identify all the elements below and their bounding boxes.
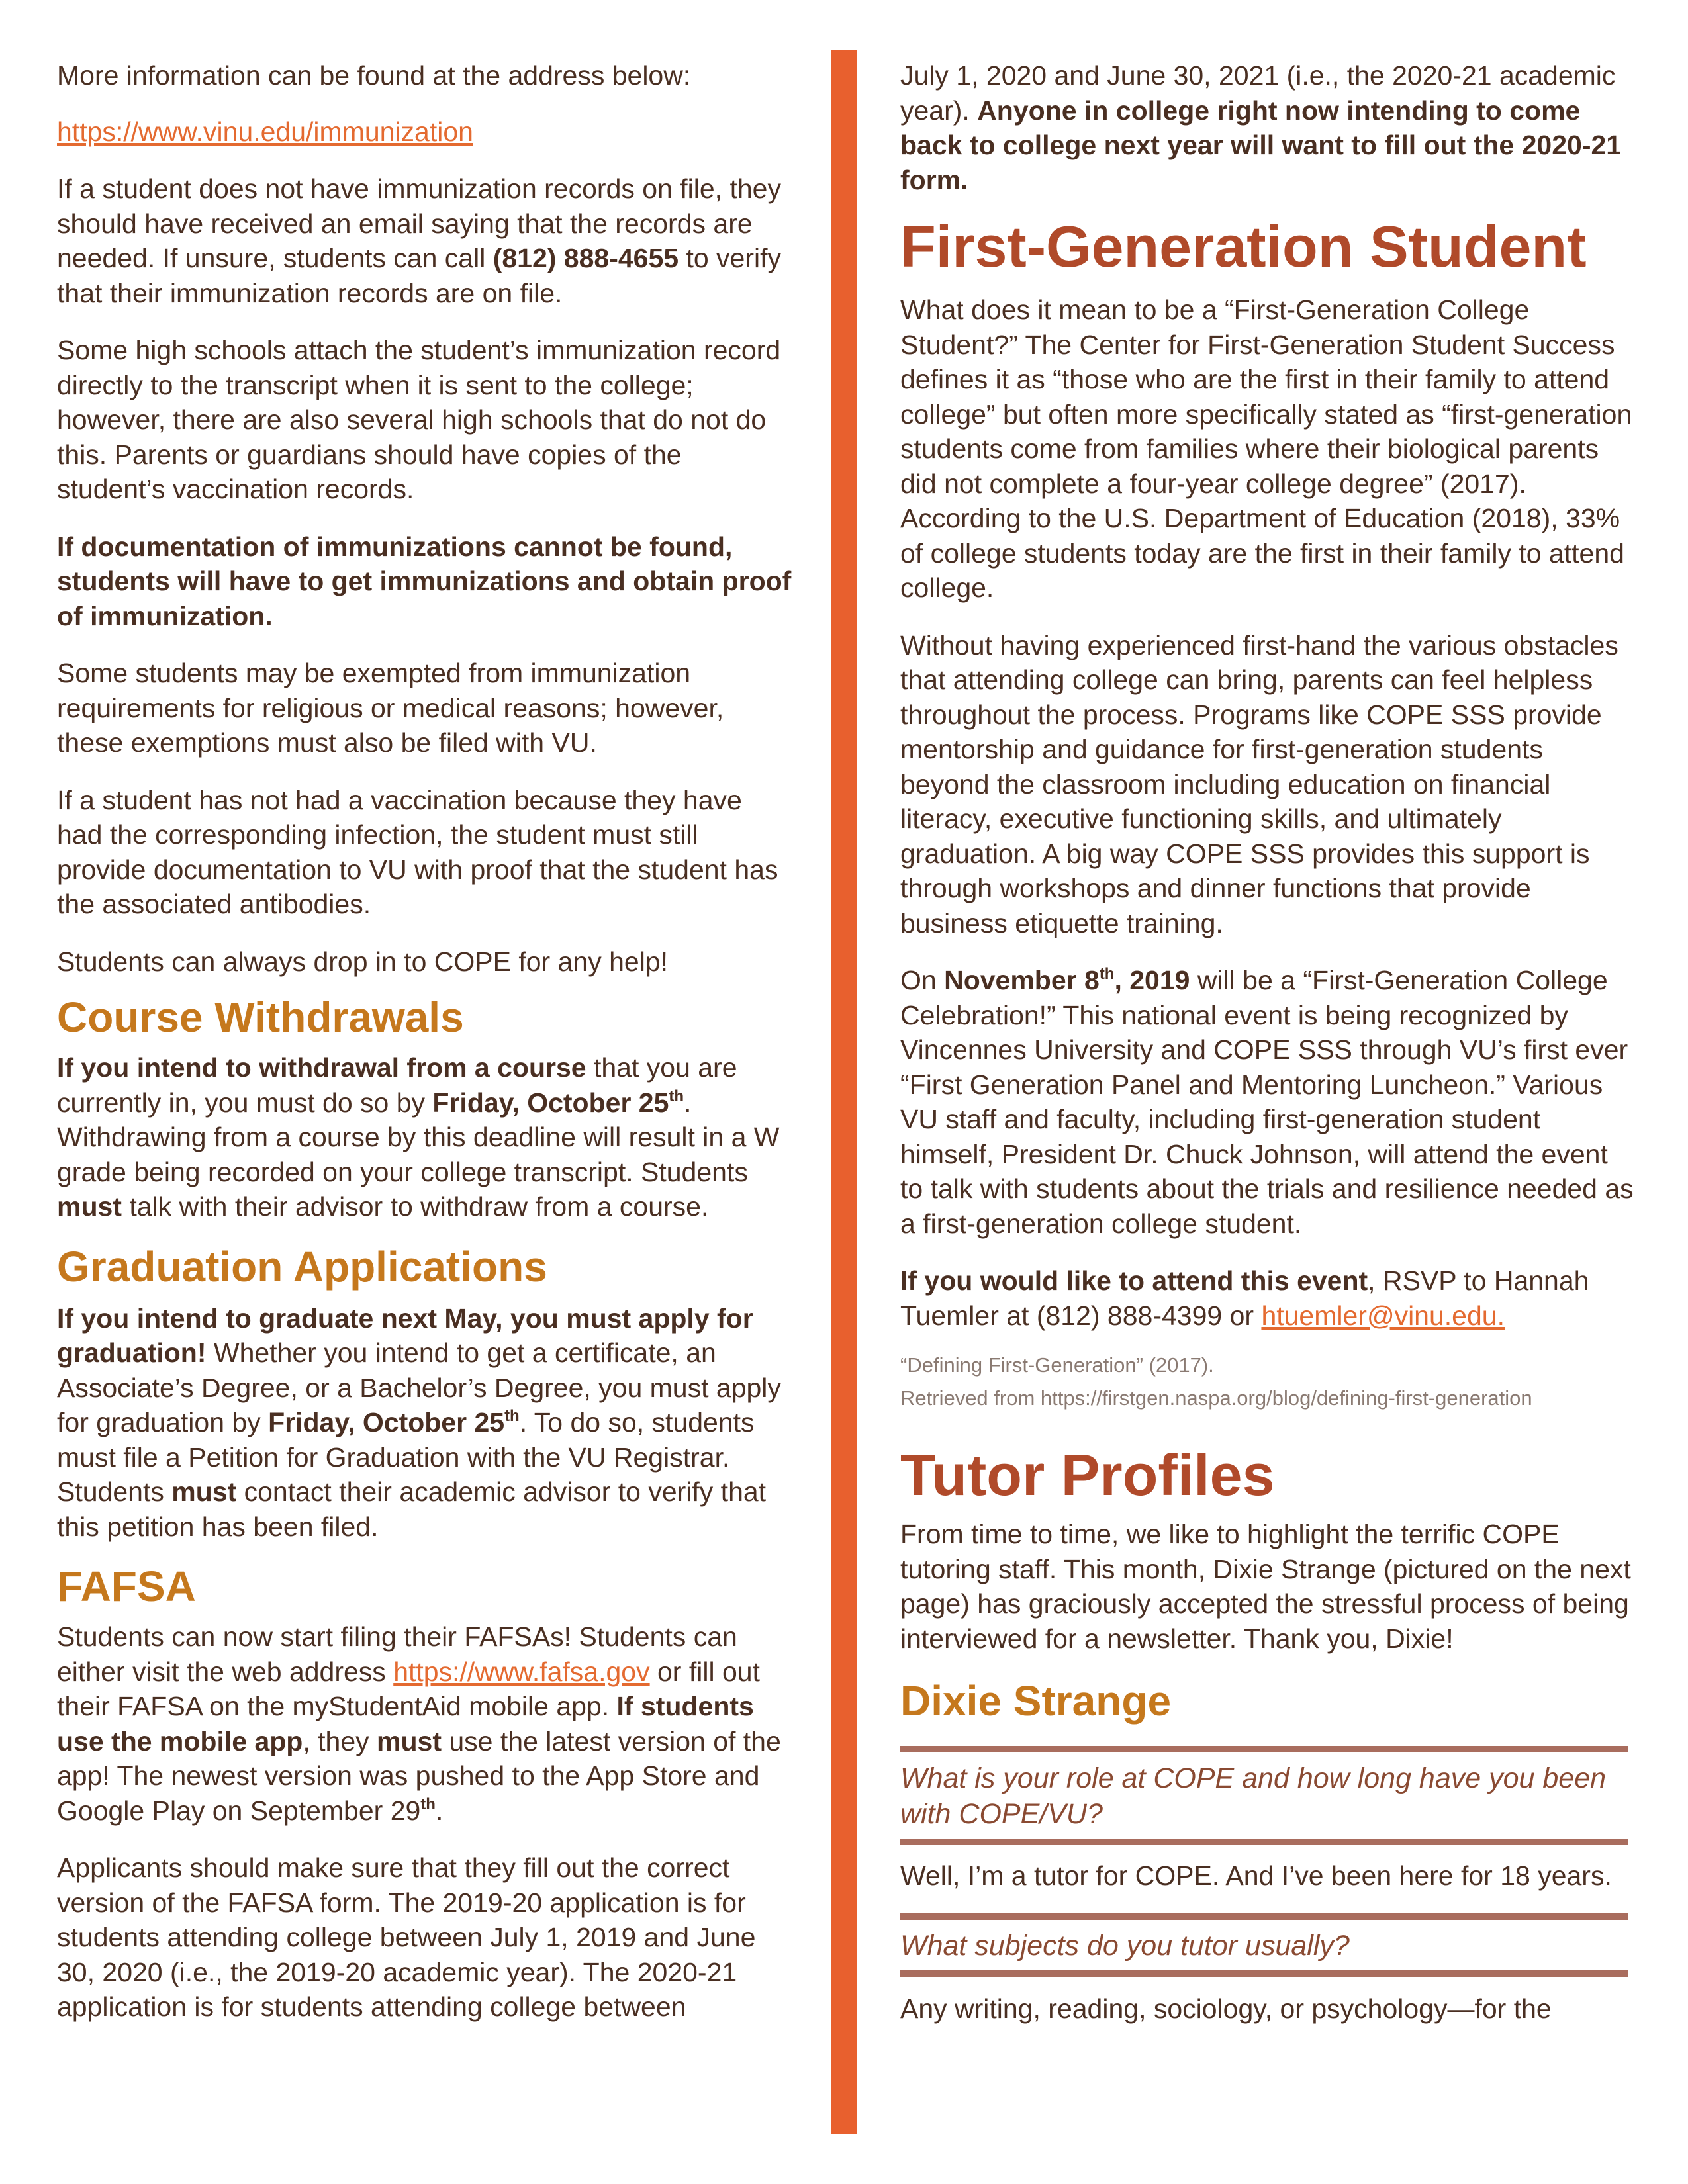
highschools-paragraph: Some high schools attach the student’s immunization record directly to the transcript when it is sent to the college; however, there are also several high schools that do not do this. Parents or guardians should have copies of the student’s vaccination records. <box>57 335 781 504</box>
documentation-notice: If documentation of immunizations cannot be found, students will have to get immunizations and obtain proof of immunization. <box>57 531 792 631</box>
applicants-paragraph: Applicants should make sure that they fill out the correct version of the FAFSA form. The 2019-20 application is for students attending college between July 1, 2019 and June 30, 2020 (i.e., the 2019-20 academic year). The 2020-21 application is for students attending college between <box>57 1852 756 2022</box>
interview-rule <box>900 1913 1628 1920</box>
tutor-intro-paragraph: From time to time, we like to highlight the terrific COPE tutoring staff. This month, Dixie Strange (pictured on the next page) has graciously accepted the stressful process of being interviewed for a newsletter. Thank you, Dixie! <box>900 1519 1631 1654</box>
exemption-paragraph: Some students may be exempted from immunization requirements for religious or medical reasons; however, these exemptions must also be filed with VU. <box>57 658 724 758</box>
graduation-applications-heading: Graduation Applications <box>57 1242 547 1291</box>
rsvp-email-link[interactable]: htuemler@vinu.edu. <box>1261 1300 1505 1331</box>
interview-answer-1: Well, I’m a tutor for COPE. And I’ve been here for 18 years. <box>900 1860 1612 1891</box>
course-withdrawals-heading: Course Withdrawals <box>57 993 464 1041</box>
rsvp-paragraph: If you would like to attend this event, RSVP to Hannah Tuemler at (812) 888-4399 or htuemler@vinu.edu. <box>900 1265 1589 1331</box>
celebration-paragraph: On November 8th, 2019 will be a “First-Generation College Celebration!” This national event is being recognized by Vincennes University and COPE SSS through VU’s first ever “First Generation Panel and Mentoring Luncheon.” Various VU staff and faculty, including first-generation student himself, President Dr. Chuck Johnson, will attend the event to talk with students about the trials and resilience needed as a first-generation college student. <box>900 965 1634 1239</box>
more-info-text: More information can be found at the address below: <box>57 60 691 91</box>
right-column <box>900 0 1635 2026</box>
infection-paragraph: If a student has not had a vaccination because they have had the corresponding infection, the student must still provide documentation to VU with proof that the student has the associated antibodies. <box>57 784 778 919</box>
fafsa-paragraph: Students can now start filing their FAFSAs! Students can either visit the web address https://www.fafsa.gov or fill out their FAFSA on the myStudentAid mobile app. If students use the mobile app, they must use the latest version of the app! The newest version was pushed to the App Store and Google Play on September 29th. <box>57 1621 781 1826</box>
interview-rule <box>900 1970 1628 1977</box>
interview-question-1: What is your role at COPE and how long have you been with COPE/VU? <box>900 1762 1607 1830</box>
column-divider <box>831 50 857 2134</box>
left-column <box>57 0 792 2025</box>
fafsa-link[interactable]: https://www.fafsa.gov <box>393 1656 650 1687</box>
withdrawals-paragraph: If you intend to withdrawal from a course that you are currently in, you must do so by Friday, October 25th. Withdrawing from a course by this deadline will result in a W grade being recorded on your college transcript. Students must talk with their advisor to withdraw from a course. <box>57 1052 780 1222</box>
interview-answer-2: Any writing, reading, sociology, or psychology—for the <box>900 1993 1552 2024</box>
drop-in-text: Students can always drop in to COPE for any help! <box>57 946 669 977</box>
graduation-paragraph: If you intend to graduate next May, you must apply for graduation! Whether you intend to get a certificate, an Associate’s Degree, or a Bachelor’s Degree, you must apply for graduation by Friday, October 25th. To do so, students must file a Petition for Graduation with the VU Registrar. Students must contact their academic advisor to verify that this petition has been filed. <box>57 1302 781 1542</box>
citation-line-2: Retrieved from https://firstgen.naspa.org/blog/defining-first-generation <box>900 1387 1532 1410</box>
records-paragraph: If a student does not have immunization records on file, they should have received an email saying that the records are needed. If unsure, students can call (812) 888-4655 to verify that their immunization records are on file. <box>57 173 782 308</box>
interview-rule <box>900 1839 1628 1845</box>
tutor-profiles-heading: Tutor Profiles <box>900 1442 1275 1508</box>
fafsa-continued-paragraph: July 1, 2020 and June 30, 2021 (i.e., the 2020-21 academic year). Anyone in college right now intending to come back to college next year will want to fill out the 2020-21 form. <box>900 60 1622 195</box>
first-generation-definition: What does it mean to be a “First-Generation College Student?” The Center for First-Generation Student Success defines it as “those who are the first in their family to attend college” but often more specifically stated as “first-generation students come from families where their biological parents did not complete a four-year college degree” (2017). According to the U.S. Department of Education (2018), 33% of college students today are the first in their family to attend college. <box>900 295 1632 603</box>
fafsa-heading: FAFSA <box>57 1563 196 1610</box>
interview-question-2: What subjects do you tutor usually? <box>900 1929 1350 1962</box>
first-generation-programs: Without having experienced first-hand the various obstacles that attending college can bring, parents can feel helpless throughout the process. Programs like COPE SSS provide mentorship and guidance for first-generation students beyond the classroom including education on financial literacy, executive functioning skills, and ultimately graduation. A big way COPE SSS provides this support is through workshops and dinner functions that provide business etiquette training. <box>900 629 1618 938</box>
dixie-strange-heading: Dixie Strange <box>900 1677 1172 1725</box>
records-phone: (812) 888-4655 <box>492 243 679 273</box>
interview-rule <box>900 1746 1628 1752</box>
first-generation-heading: First-Generation Student <box>900 214 1587 279</box>
immunization-link[interactable]: https://www.vinu.edu/immunization <box>57 116 473 147</box>
citation-line-1: “Defining First-Generation” (2017). <box>900 1353 1214 1377</box>
